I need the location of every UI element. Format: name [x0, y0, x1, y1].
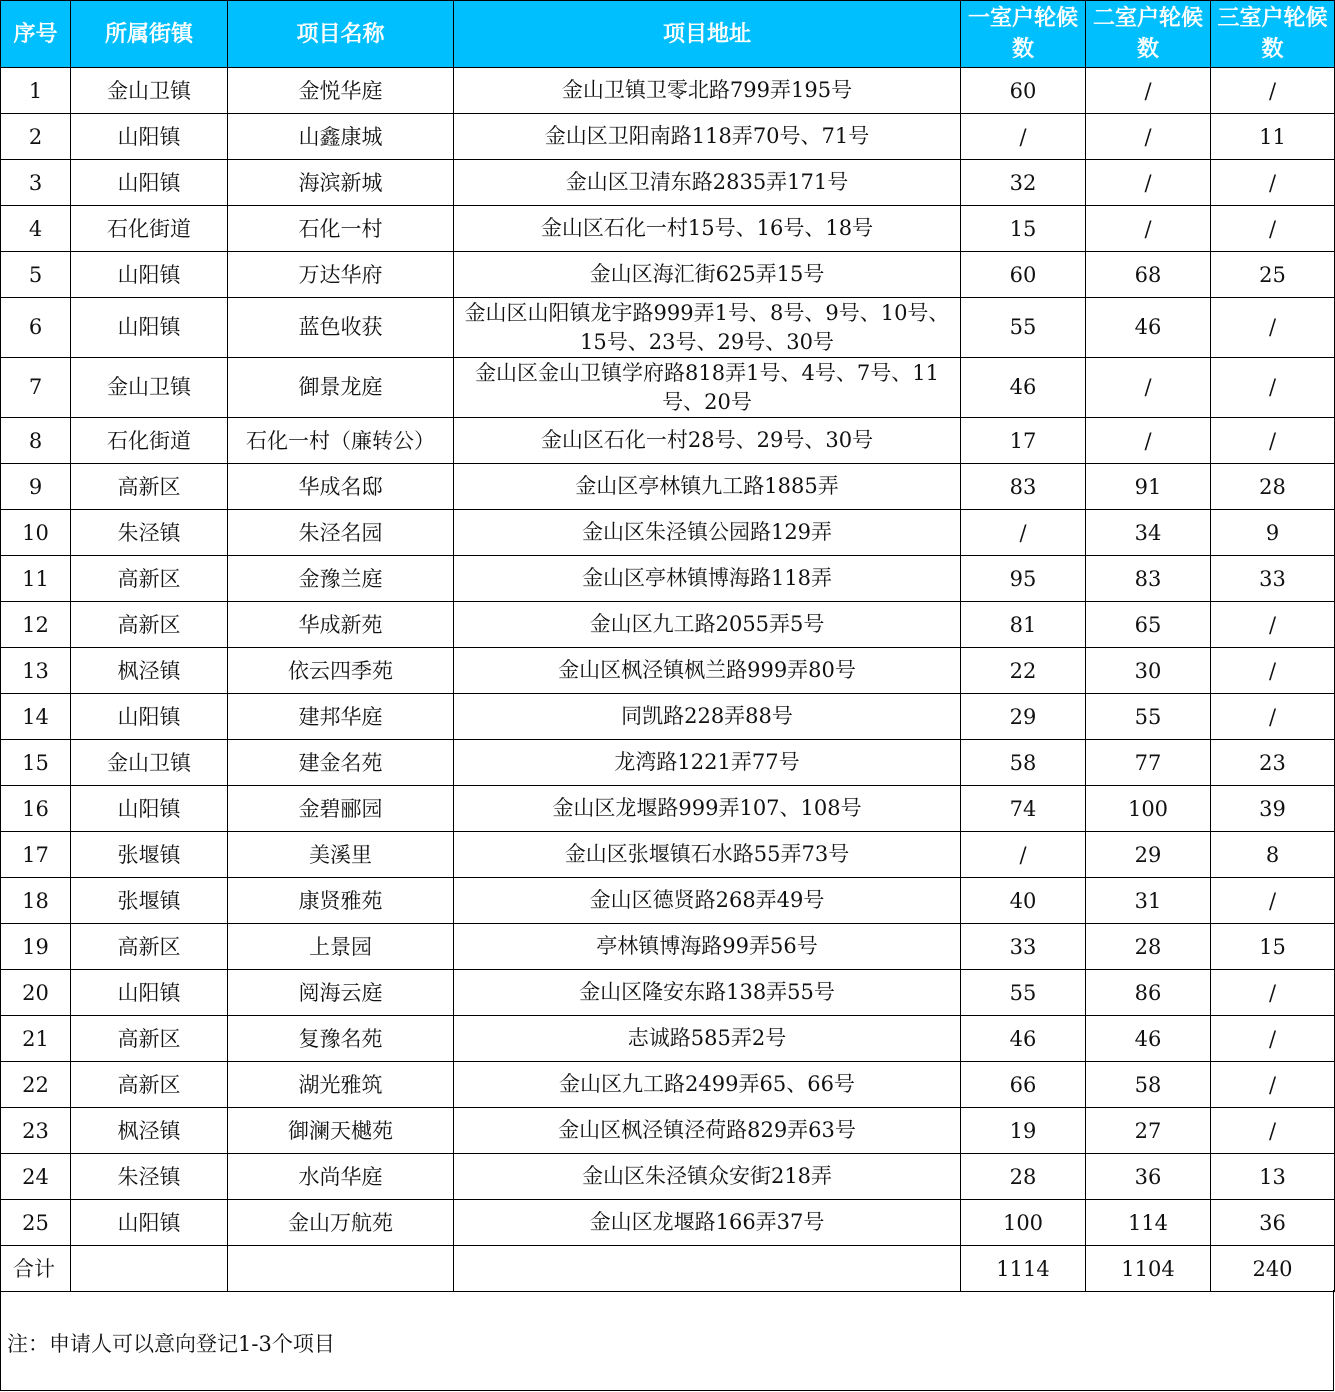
cell-district[interactable]: 石化街道 [71, 206, 228, 252]
cell-three-room[interactable]: / [1211, 694, 1335, 740]
cell-two-room[interactable]: / [1086, 418, 1211, 464]
cell-three-room[interactable]: / [1211, 602, 1335, 648]
total-row [1, 1246, 1335, 1292]
cell-two-room[interactable]: 83 [1086, 556, 1211, 602]
cell-district[interactable]: 山阳镇 [71, 252, 228, 298]
cell-three-room[interactable]: / [1211, 648, 1335, 694]
cell-three-room[interactable]: / [1211, 418, 1335, 464]
table-row [1, 740, 1335, 786]
cell-one-room[interactable]: / [961, 510, 1086, 556]
cell-three-room[interactable]: 33 [1211, 556, 1335, 602]
table-row [1, 970, 1335, 1016]
cell-three-room[interactable]: 9 [1211, 510, 1335, 556]
cell-district[interactable]: 高新区 [71, 556, 228, 602]
cell-address[interactable]: 金山区枫泾镇枫兰路999弄80号 [454, 648, 961, 694]
table-row [1, 160, 1335, 206]
cell-project-name[interactable]: 御景龙庭 [228, 358, 454, 418]
cell-three-room[interactable]: / [1211, 878, 1335, 924]
cell-index[interactable]: 21 [1, 1016, 71, 1062]
cell-one-room[interactable]: / [961, 114, 1086, 160]
cell-one-room[interactable]: 66 [961, 1062, 1086, 1108]
table-row [1, 68, 1335, 114]
header-row [1, 1, 1335, 68]
table-row [1, 878, 1335, 924]
cell-project-name[interactable]: 阅海云庭 [228, 970, 454, 1016]
cell-index[interactable]: 24 [1, 1154, 71, 1200]
header-cell-two-room[interactable]: 二室户轮候数 [1086, 1, 1211, 68]
cell-project-name[interactable]: 石化一村 [228, 206, 454, 252]
cell-address[interactable]: 金山区亭林镇博海路118弄 [454, 556, 961, 602]
table-row [1, 1154, 1335, 1200]
header-cell-three-room[interactable]: 三室户轮候数 [1211, 1, 1335, 68]
cell-one-room[interactable]: 81 [961, 602, 1086, 648]
cell-three-room[interactable]: 39 [1211, 786, 1335, 832]
cell-one-room[interactable]: 46 [961, 1016, 1086, 1062]
cell-project-name[interactable]: 蓝色收获 [228, 298, 454, 358]
cell-project-name[interactable]: 石化一村（廉转公） [228, 418, 454, 464]
cell-district[interactable]: 高新区 [71, 464, 228, 510]
cell-project-name[interactable]: 朱泾名园 [228, 510, 454, 556]
cell-index[interactable]: 19 [1, 924, 71, 970]
cell-project-name[interactable]: 美溪里 [228, 832, 454, 878]
total-empty-cell[interactable] [228, 1246, 454, 1292]
table-row [1, 694, 1335, 740]
cell-project-name[interactable]: 金豫兰庭 [228, 556, 454, 602]
cell-one-room[interactable]: 15 [961, 206, 1086, 252]
cell-district[interactable]: 高新区 [71, 1062, 228, 1108]
cell-address[interactable]: 金山区卫清东路2835弄171号 [454, 160, 961, 206]
cell-two-room[interactable]: 68 [1086, 252, 1211, 298]
cell-project-name[interactable]: 御澜天樾苑 [228, 1108, 454, 1154]
table-row [1, 832, 1335, 878]
cell-index[interactable]: 18 [1, 878, 71, 924]
cell-project-name[interactable]: 华成新苑 [228, 602, 454, 648]
table-header [1, 1, 1335, 68]
cell-one-room[interactable]: 60 [961, 252, 1086, 298]
cell-district[interactable]: 朱泾镇 [71, 1154, 228, 1200]
total-empty-cell[interactable] [454, 1246, 961, 1292]
cell-one-room[interactable]: 19 [961, 1108, 1086, 1154]
cell-index[interactable]: 6 [1, 298, 71, 358]
table-row [1, 648, 1335, 694]
cell-district[interactable]: 高新区 [71, 1016, 228, 1062]
cell-two-room[interactable]: 31 [1086, 878, 1211, 924]
cell-district[interactable]: 山阳镇 [71, 1200, 228, 1246]
cell-district[interactable]: 山阳镇 [71, 694, 228, 740]
table-body [1, 68, 1335, 1292]
table-row [1, 1200, 1335, 1246]
table-row [1, 252, 1335, 298]
note-area [0, 1290, 1334, 1391]
cell-index[interactable]: 12 [1, 602, 71, 648]
table-row [1, 298, 1335, 358]
cell-three-room[interactable]: / [1211, 970, 1335, 1016]
cell-index[interactable]: 5 [1, 252, 71, 298]
cell-address[interactable]: 金山区山阳镇龙宇路999弄1号、8号、9号、10号、15号、23号、29号、30号 [454, 298, 961, 358]
cell-project-name[interactable]: 复豫名苑 [228, 1016, 454, 1062]
cell-project-name[interactable]: 海滨新城 [228, 160, 454, 206]
cell-district[interactable]: 高新区 [71, 602, 228, 648]
cell-index[interactable]: 16 [1, 786, 71, 832]
cell-project-name[interactable]: 华成名邸 [228, 464, 454, 510]
cell-address[interactable]: 金山区亭林镇九工路1885弄 [454, 464, 961, 510]
cell-two-room[interactable]: 28 [1086, 924, 1211, 970]
footnote[interactable]: 注：申请人可以意向登记1-3个项目 [7, 1332, 335, 1356]
cell-two-room[interactable]: 58 [1086, 1062, 1211, 1108]
cell-two-room[interactable]: 36 [1086, 1154, 1211, 1200]
cell-one-room[interactable]: 17 [961, 418, 1086, 464]
table-row [1, 510, 1335, 556]
cell-three-room[interactable]: 23 [1211, 740, 1335, 786]
cell-project-name[interactable]: 万达华府 [228, 252, 454, 298]
cell-project-name[interactable]: 建金名苑 [228, 740, 454, 786]
cell-address[interactable]: 金山区龙堰路166弄37号 [454, 1200, 961, 1246]
cell-one-room[interactable]: 58 [961, 740, 1086, 786]
cell-one-room[interactable]: / [961, 832, 1086, 878]
cell-address[interactable]: 龙湾路1221弄77号 [454, 740, 961, 786]
cell-address[interactable]: 金山区朱泾镇众安街218弄 [454, 1154, 961, 1200]
cell-index[interactable]: 25 [1, 1200, 71, 1246]
cell-one-room[interactable]: 100 [961, 1200, 1086, 1246]
cell-two-room[interactable]: 46 [1086, 1016, 1211, 1062]
cell-three-room[interactable]: / [1211, 1062, 1335, 1108]
cell-district[interactable]: 张堰镇 [71, 832, 228, 878]
cell-one-room[interactable]: 74 [961, 786, 1086, 832]
cell-address[interactable]: 金山区枫泾镇泾荷路829弄63号 [454, 1108, 961, 1154]
cell-index[interactable]: 23 [1, 1108, 71, 1154]
cell-one-room[interactable]: 29 [961, 694, 1086, 740]
header-cell-district[interactable]: 所属街镇 [71, 1, 228, 68]
total-label-cell[interactable]: 合计 [1, 1246, 71, 1292]
total-three-room-cell[interactable]: 240 [1211, 1246, 1335, 1292]
cell-three-room[interactable]: 36 [1211, 1200, 1335, 1246]
cell-one-room[interactable]: 32 [961, 160, 1086, 206]
cell-three-room[interactable]: 11 [1211, 114, 1335, 160]
cell-address[interactable]: 金山区卫阳南路118弄70号、71号 [454, 114, 961, 160]
cell-one-room[interactable]: 60 [961, 68, 1086, 114]
cell-project-name[interactable]: 金碧郦园 [228, 786, 454, 832]
cell-address[interactable]: 金山区张堰镇石水路55弄73号 [454, 832, 961, 878]
cell-two-room[interactable]: 30 [1086, 648, 1211, 694]
cell-two-room[interactable]: 46 [1086, 298, 1211, 358]
header-cell-index[interactable]: 序号 [1, 1, 71, 68]
cell-index[interactable]: 10 [1, 510, 71, 556]
cell-address[interactable]: 亭林镇博海路99弄56号 [454, 924, 961, 970]
header-cell-address[interactable]: 项目地址 [454, 1, 961, 68]
cell-three-room[interactable]: 8 [1211, 832, 1335, 878]
cell-district[interactable]: 山阳镇 [71, 298, 228, 358]
cell-district[interactable]: 山阳镇 [71, 160, 228, 206]
cell-district[interactable]: 高新区 [71, 924, 228, 970]
cell-project-name[interactable]: 山鑫康城 [228, 114, 454, 160]
total-empty-cell[interactable] [71, 1246, 228, 1292]
table-row [1, 786, 1335, 832]
cell-one-room[interactable]: 55 [961, 970, 1086, 1016]
cell-address[interactable]: 金山区石化一村28号、29号、30号 [454, 418, 961, 464]
cell-three-room[interactable]: / [1211, 1108, 1335, 1154]
cell-one-room[interactable]: 33 [961, 924, 1086, 970]
cell-project-name[interactable]: 康贤雅苑 [228, 878, 454, 924]
cell-one-room[interactable]: 95 [961, 556, 1086, 602]
cell-index[interactable]: 17 [1, 832, 71, 878]
cell-address[interactable]: 志诚路585弄2号 [454, 1016, 961, 1062]
cell-address[interactable]: 金山卫镇卫零北路799弄195号 [454, 68, 961, 114]
cell-index[interactable]: 15 [1, 740, 71, 786]
cell-one-room[interactable]: 55 [961, 298, 1086, 358]
header-cell-project-name[interactable]: 项目名称 [228, 1, 454, 68]
total-one-room-cell[interactable]: 1114 [961, 1246, 1086, 1292]
cell-address[interactable]: 金山区海汇街625弄15号 [454, 252, 961, 298]
cell-district[interactable]: 金山卫镇 [71, 68, 228, 114]
cell-one-room[interactable]: 22 [961, 648, 1086, 694]
cell-address[interactable]: 金山区隆安东路138弄55号 [454, 970, 961, 1016]
cell-two-room[interactable]: / [1086, 358, 1211, 418]
cell-project-name[interactable]: 金山万航苑 [228, 1200, 454, 1246]
cell-three-room[interactable]: / [1211, 358, 1335, 418]
cell-address[interactable]: 金山区金山卫镇学府路818弄1号、4号、7号、11号、20号 [454, 358, 961, 418]
cell-district[interactable]: 朱泾镇 [71, 510, 228, 556]
cell-three-room[interactable]: / [1211, 68, 1335, 114]
cell-two-room[interactable]: 55 [1086, 694, 1211, 740]
cell-two-room[interactable]: 91 [1086, 464, 1211, 510]
cell-two-room[interactable]: 27 [1086, 1108, 1211, 1154]
cell-district[interactable]: 山阳镇 [71, 970, 228, 1016]
table-row [1, 206, 1335, 252]
cell-two-room[interactable]: / [1086, 68, 1211, 114]
cell-two-room[interactable]: / [1086, 114, 1211, 160]
cell-three-room[interactable]: / [1211, 298, 1335, 358]
cell-address[interactable]: 同凯路228弄88号 [454, 694, 961, 740]
cell-two-room[interactable]: 77 [1086, 740, 1211, 786]
cell-district[interactable]: 张堰镇 [71, 878, 228, 924]
cell-project-name[interactable]: 水尚华庭 [228, 1154, 454, 1200]
table-row [1, 418, 1335, 464]
cell-district[interactable]: 金山卫镇 [71, 740, 228, 786]
cell-one-room[interactable]: 46 [961, 358, 1086, 418]
cell-one-room[interactable]: 28 [961, 1154, 1086, 1200]
cell-index[interactable]: 4 [1, 206, 71, 252]
total-two-room-cell[interactable]: 1104 [1086, 1246, 1211, 1292]
cell-index[interactable]: 9 [1, 464, 71, 510]
cell-index[interactable]: 7 [1, 358, 71, 418]
cell-two-room[interactable]: / [1086, 160, 1211, 206]
cell-index[interactable]: 11 [1, 556, 71, 602]
cell-district[interactable]: 枫泾镇 [71, 1108, 228, 1154]
cell-index[interactable]: 22 [1, 1062, 71, 1108]
cell-project-name[interactable]: 上景园 [228, 924, 454, 970]
cell-two-room[interactable]: 34 [1086, 510, 1211, 556]
cell-two-room[interactable]: 65 [1086, 602, 1211, 648]
cell-two-room[interactable]: 86 [1086, 970, 1211, 1016]
cell-district[interactable]: 枫泾镇 [71, 648, 228, 694]
cell-index[interactable]: 20 [1, 970, 71, 1016]
table-row [1, 1062, 1335, 1108]
cell-project-name[interactable]: 金悦华庭 [228, 68, 454, 114]
cell-district[interactable]: 石化街道 [71, 418, 228, 464]
cell-two-room[interactable]: / [1086, 206, 1211, 252]
table-row [1, 1016, 1335, 1062]
cell-address[interactable]: 金山区德贤路268弄49号 [454, 878, 961, 924]
cell-project-name[interactable]: 依云四季苑 [228, 648, 454, 694]
cell-project-name[interactable]: 建邦华庭 [228, 694, 454, 740]
cell-index[interactable]: 14 [1, 694, 71, 740]
cell-district[interactable]: 金山卫镇 [71, 358, 228, 418]
header-cell-one-room[interactable]: 一室户轮候数 [961, 1, 1086, 68]
cell-three-room[interactable]: / [1211, 1016, 1335, 1062]
cell-district[interactable]: 山阳镇 [71, 114, 228, 160]
cell-index[interactable]: 3 [1, 160, 71, 206]
cell-address[interactable]: 金山区朱泾镇公园路129弄 [454, 510, 961, 556]
cell-address[interactable]: 金山区石化一村15号、16号、18号 [454, 206, 961, 252]
cell-address[interactable]: 金山区九工路2055弄5号 [454, 602, 961, 648]
cell-index[interactable]: 2 [1, 114, 71, 160]
cell-address[interactable]: 金山区九工路2499弄65、66号 [454, 1062, 961, 1108]
cell-district[interactable]: 山阳镇 [71, 786, 228, 832]
cell-three-room[interactable]: 15 [1211, 924, 1335, 970]
table-row [1, 464, 1335, 510]
cell-three-room[interactable]: / [1211, 206, 1335, 252]
cell-three-room[interactable]: 28 [1211, 464, 1335, 510]
table-row [1, 114, 1335, 160]
cell-two-room[interactable]: 29 [1086, 832, 1211, 878]
cell-two-room[interactable]: 114 [1086, 1200, 1211, 1246]
table-row [1, 1108, 1335, 1154]
cell-one-room[interactable]: 83 [961, 464, 1086, 510]
cell-three-room[interactable]: 25 [1211, 252, 1335, 298]
table-row [1, 358, 1335, 418]
cell-one-room[interactable]: 40 [961, 878, 1086, 924]
cell-address[interactable]: 金山区龙堰路999弄107、108号 [454, 786, 961, 832]
cell-index[interactable]: 13 [1, 648, 71, 694]
cell-index[interactable]: 8 [1, 418, 71, 464]
cell-three-room[interactable]: 13 [1211, 1154, 1335, 1200]
table-row [1, 556, 1335, 602]
cell-index[interactable]: 1 [1, 68, 71, 114]
cell-project-name[interactable]: 湖光雅筑 [228, 1062, 454, 1108]
table-row [1, 602, 1335, 648]
cell-three-room[interactable]: / [1211, 160, 1335, 206]
cell-two-room[interactable]: 100 [1086, 786, 1211, 832]
table-row [1, 924, 1335, 970]
